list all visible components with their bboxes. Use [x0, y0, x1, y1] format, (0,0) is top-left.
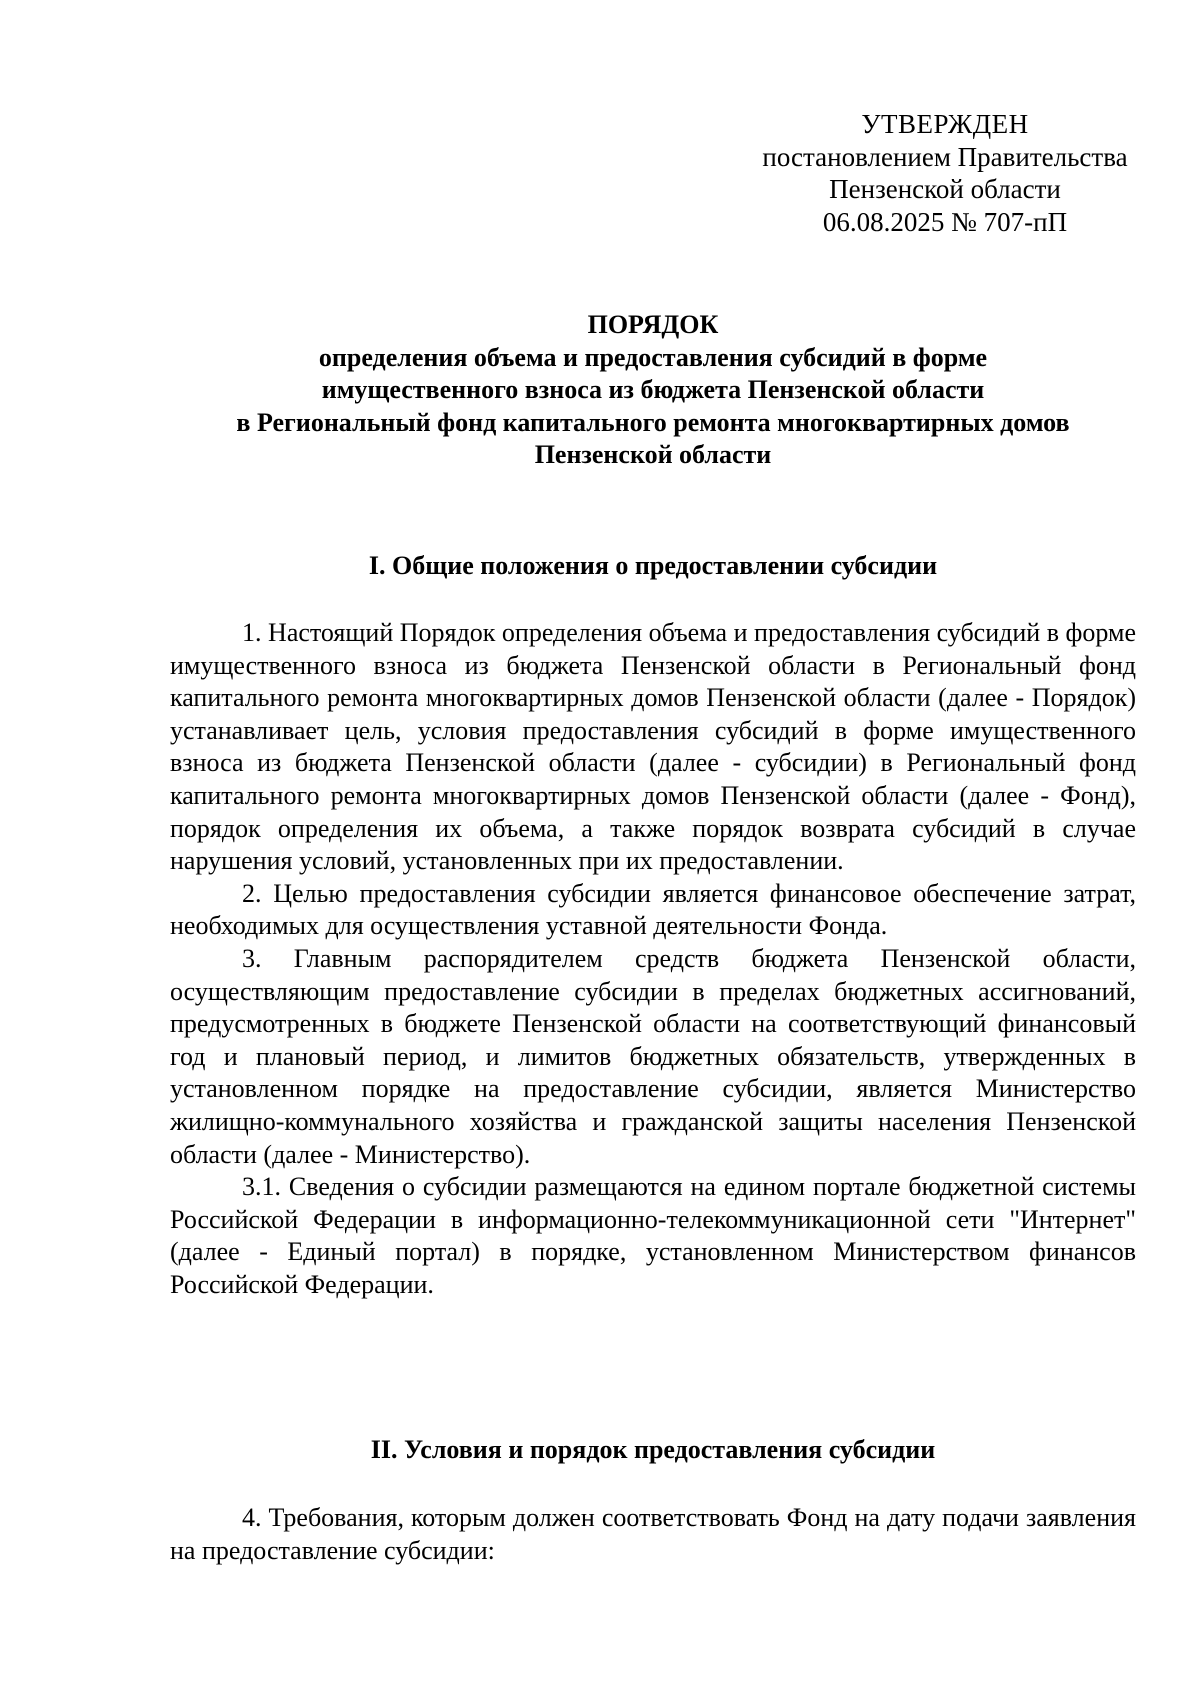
document-title-line: Пензенской области [534, 440, 772, 470]
paragraph-3: 3. Главным распорядителем средств бюджета Пензенской области, осуществляющим предоставление субсидии в пределах бюджетных ассигнований, предусмотренных в бюджете Пензенской области на соответствующий финансовый год и плановый период, и лимитов бюджетных обязательств, утвержденных в установленном порядке на предоставление субсидии, является Министерство жилищно-коммунального хозяйства и гражданской защиты населения Пензенской области (далее - Министерство). [170, 943, 1136, 1169]
document-title-line: имущественного взноса из бюджета Пензенской области [321, 375, 985, 405]
paragraph-4: 4. Требования, которым должен соответствовать Фонд на дату подачи заявления на предоставление субсидии: [170, 1503, 1136, 1565]
document-title-line: определения объема и предоставления субсидий в форме [318, 342, 988, 372]
approval-stamp-region: Пензенской области [829, 174, 1061, 205]
section-heading-general-provisions: I. Общие положения о предоставлении субсидии [368, 551, 938, 580]
approval-stamp-title: УТВЕРЖДЕН [861, 109, 1029, 139]
paragraph-3-1: 3.1. Сведения о субсидии размещаются на едином портале бюджетной системы Российской Федерации в информационно-телекоммуникационной сети "Интернет" (далее - Единый портал) в порядке, установленном Министерством финансов Российской Федерации. [170, 1172, 1136, 1299]
section-body-general-provisions [170, 617, 1136, 1301]
document-title-heading: ПОРЯДОК [587, 310, 719, 339]
paragraph-2: 2. Целью предоставления субсидии является финансовое обеспечение затрат, необходимых для осуществления уставной деятельности Фонда. [170, 878, 1136, 941]
section-heading-conditions: II. Условия и порядок предоставления субсидии [370, 1435, 936, 1464]
document-title [170, 309, 1136, 472]
approval-stamp [745, 108, 1145, 238]
paragraph-1: 1. Настоящий Порядок определения объема и предоставления субсидий в форме имущественного взноса из бюджета Пензенской области в Региональный фонд капитального ремонта многоквартирных домов Пензенской области (далее - Порядок) устанавливает цель, условия предоставления субсидий в форме имущественного взноса из бюджета Пензенской области (далее - субсидии) в Региональный фонд капитального ремонта многоквартирных домов Пензенской области (далее - Фонд), порядок определения их объема, а также порядок возврата субсидий в случае нарушения условий, установленных при их предоставлении. [170, 618, 1136, 876]
section-body-conditions [170, 1502, 1136, 1567]
approval-stamp-authority: постановлением Правительства [762, 141, 1128, 172]
approval-stamp-date-number: 06.08.2025 № 707-пП [822, 206, 1068, 237]
document-title-line: в Региональный фонд капитального ремонта многоквартирных домов [236, 407, 1070, 437]
